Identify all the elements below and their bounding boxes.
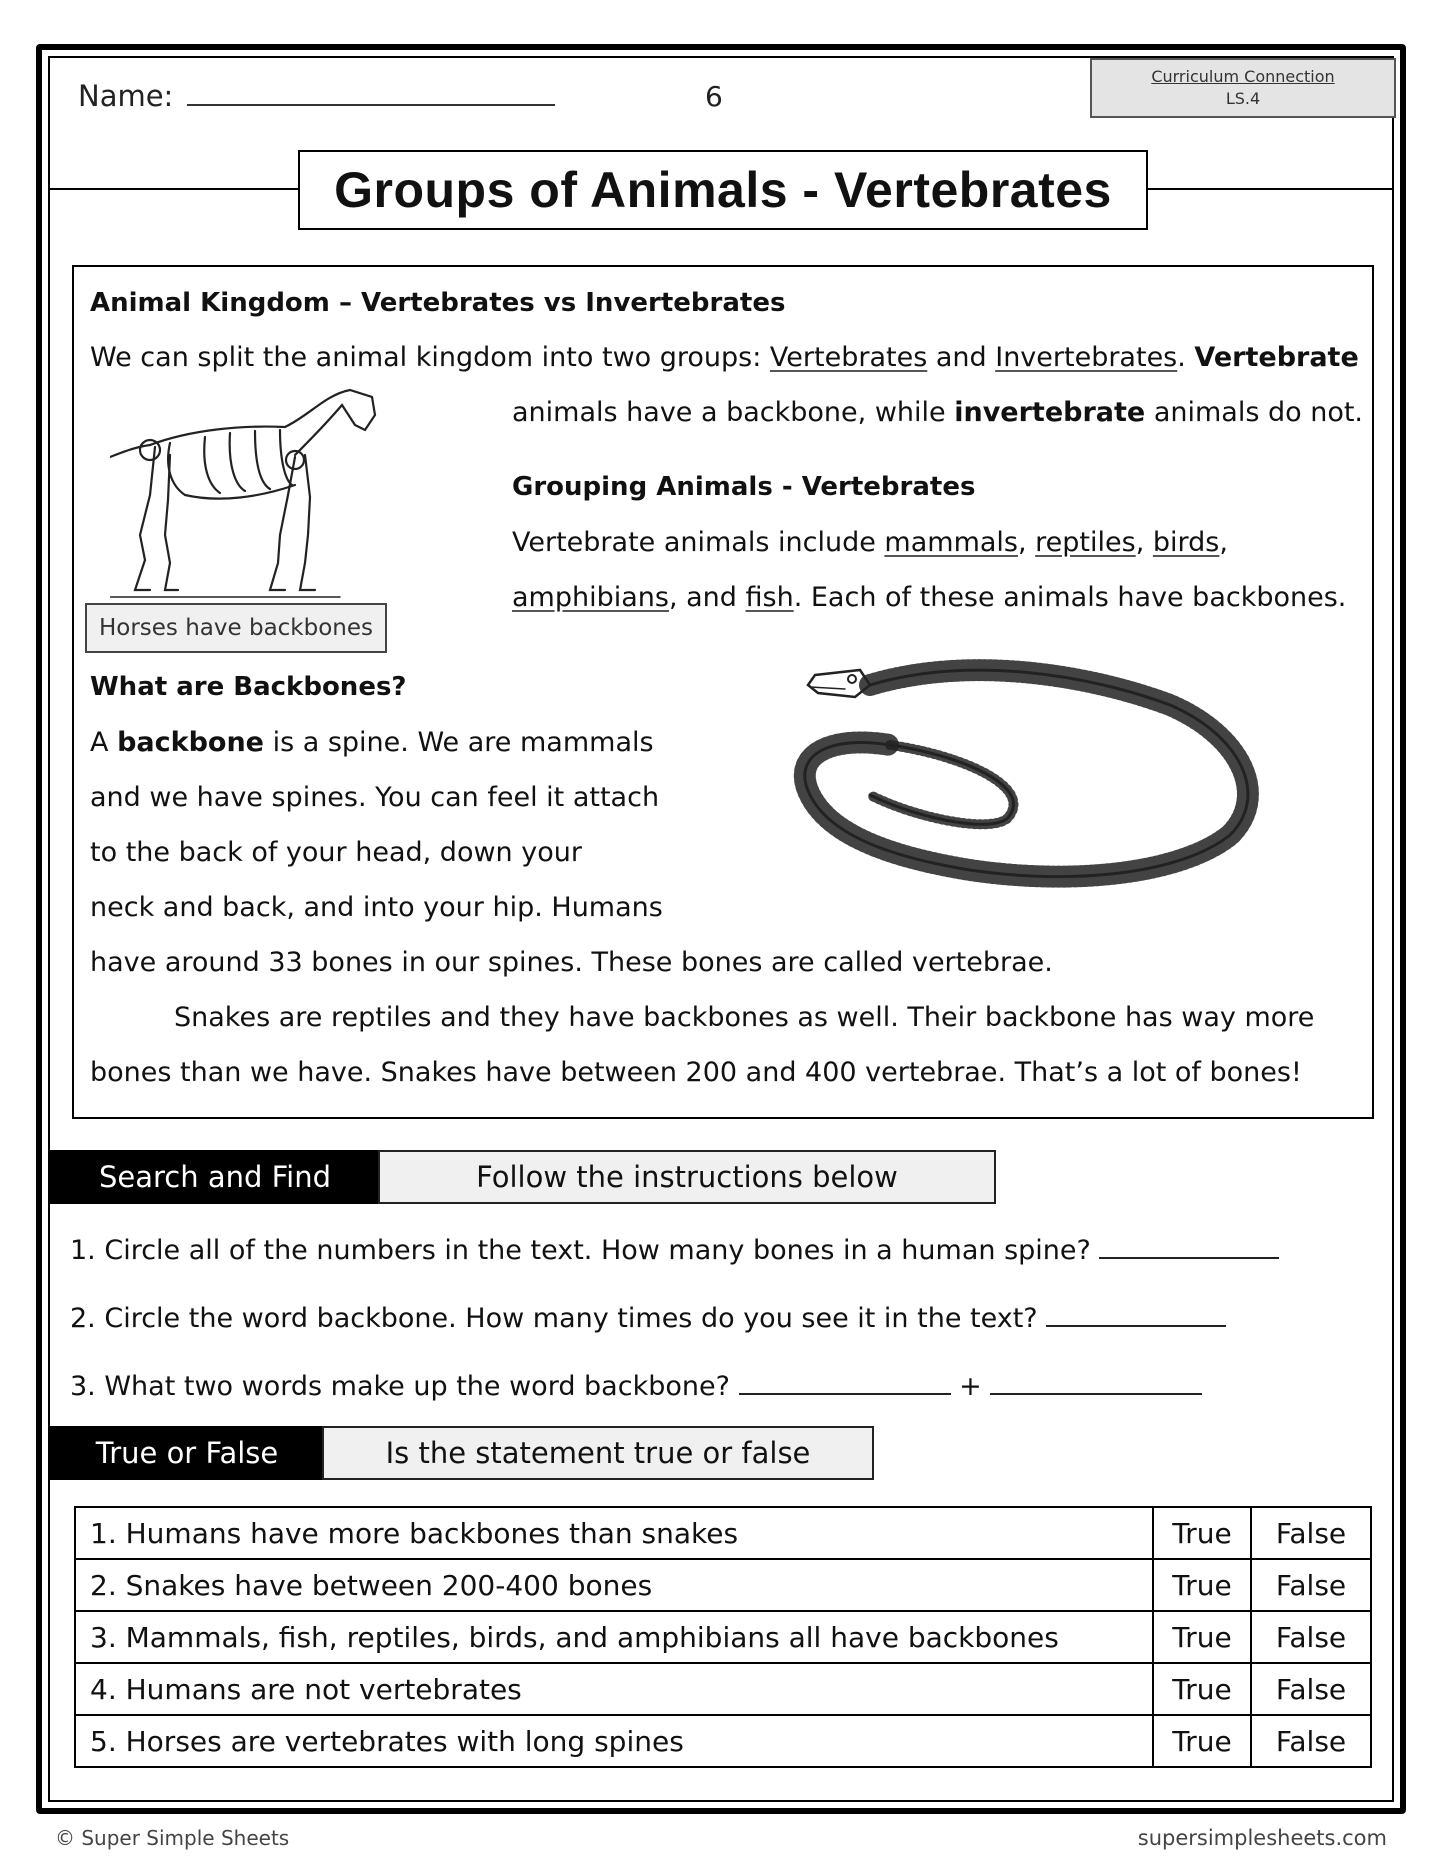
paragraph-1-line-1: We can split the animal kingdom into two groups: Vertebrates and Invertebrates. Vertebrate (90, 342, 1359, 373)
answer-blank-3b[interactable] (990, 1369, 1202, 1395)
horse-skeleton-image (110, 385, 390, 600)
footer-website[interactable]: supersimplesheets.com (1137, 1826, 1387, 1850)
title-rule-left (50, 188, 300, 190)
horse-caption: Horses have backbones (85, 603, 387, 653)
true-option[interactable]: True (1153, 1559, 1251, 1611)
false-option[interactable]: False (1251, 1663, 1371, 1715)
statement-cell: 3. Mammals, fish, reptiles, birds, and amphibians all have backbones (75, 1611, 1153, 1663)
true-option[interactable]: True (1153, 1611, 1251, 1663)
snake-skeleton-image (770, 645, 1290, 925)
table-row (75, 1611, 1371, 1663)
true-option[interactable]: True (1153, 1663, 1251, 1715)
search-question-3: 3. What two words make up the word backbone? + (70, 1369, 1202, 1402)
footer-copyright: © Super Simple Sheets (55, 1826, 290, 1850)
statement-cell: 2. Snakes have between 200-400 bones (75, 1559, 1153, 1611)
statement-cell: 5. Horses are vertebrates with long spines (75, 1715, 1153, 1767)
name-field (78, 78, 555, 113)
table-row (75, 1663, 1371, 1715)
paragraph-3-line-3: to the back of your head, down your (90, 837, 582, 868)
paragraph-3-line-2: and we have spines. You can feel it attach (90, 782, 660, 813)
paragraph-3-line-1: A backbone is a spine. We are mammals (90, 727, 654, 758)
paragraph-3-line-5: have around 33 bones in our spines. These bones are called vertebrae. (90, 947, 1053, 978)
search-question-1: 1. Circle all of the numbers in the text. How many bones in a human spine? (70, 1233, 1279, 1266)
true-option[interactable]: True (1153, 1715, 1251, 1767)
paragraph-1-line-2: animals have a backbone, while invertebrate animals do not. (512, 397, 1364, 428)
false-option[interactable]: False (1251, 1715, 1371, 1767)
paragraph-3-line-4: neck and back, and into your hip. Humans (90, 892, 663, 923)
paragraph-2-line-2: amphibians, and fish. Each of these animals have backbones. (512, 582, 1347, 613)
name-blank[interactable] (187, 78, 555, 106)
curriculum-code: LS.4 (1225, 89, 1261, 108)
paragraph-2-line-1: Vertebrate animals include mammals, reptiles, birds, (512, 527, 1228, 558)
heading-animal-kingdom: Animal Kingdom – Vertebrates vs Invertebrates (90, 288, 786, 318)
statement-cell: 1. Humans have more backbones than snakes (75, 1507, 1153, 1559)
false-option[interactable]: False (1251, 1611, 1371, 1663)
false-option[interactable]: False (1251, 1507, 1371, 1559)
paragraph-4-line-1: Snakes are reptiles and they have backbones as well. Their backbone has way more (174, 1002, 1315, 1033)
curriculum-connection-box (1090, 58, 1396, 118)
table-row (75, 1507, 1371, 1559)
search-and-find-instruction: Follow the instructions below (378, 1150, 996, 1204)
answer-blank-3a[interactable] (739, 1369, 951, 1395)
heading-grouping-animals: Grouping Animals - Vertebrates (512, 472, 976, 502)
title-rule-right (1146, 188, 1392, 190)
true-or-false-instruction: Is the statement true or false (322, 1426, 874, 1480)
paragraph-4-line-2: bones than we have. Snakes have between 200 and 400 vertebrae. That’s a lot of bones! (90, 1057, 1302, 1088)
search-and-find-label: Search and Find (50, 1150, 380, 1204)
true-option[interactable]: True (1153, 1507, 1251, 1559)
curriculum-label: Curriculum Connection (1151, 67, 1335, 86)
heading-what-are-backbones: What are Backbones? (90, 672, 407, 702)
name-label: Name: (78, 79, 174, 113)
answer-blank-1[interactable] (1099, 1233, 1279, 1259)
false-option[interactable]: False (1251, 1559, 1371, 1611)
table-row (75, 1715, 1371, 1767)
statement-cell: 4. Humans are not vertebrates (75, 1663, 1153, 1715)
page-title: Groups of Animals - Vertebrates (298, 150, 1148, 230)
true-false-table (74, 1506, 1372, 1768)
page-number: 6 (705, 80, 723, 113)
true-or-false-label: True or False (50, 1426, 324, 1480)
answer-blank-2[interactable] (1046, 1301, 1226, 1327)
table-row (75, 1559, 1371, 1611)
search-question-2: 2. Circle the word backbone. How many times do you see it in the text? (70, 1301, 1226, 1334)
